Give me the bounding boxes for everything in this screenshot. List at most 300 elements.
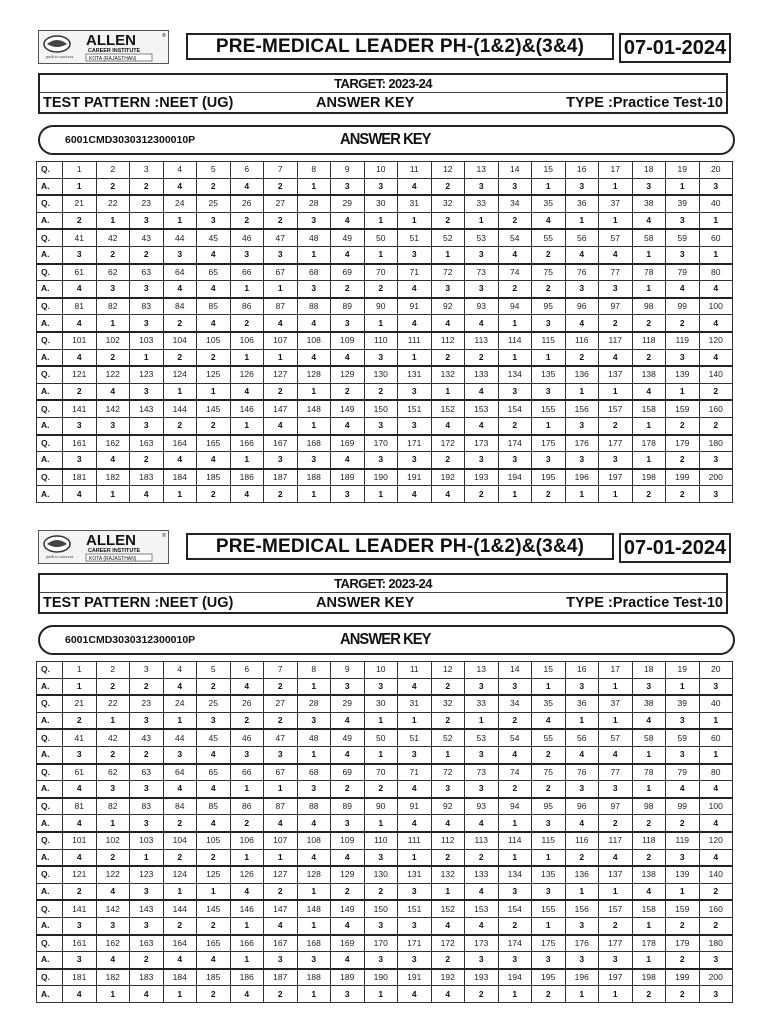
question-number: 47 [264,729,298,746]
question-number: 62 [96,764,130,781]
question-number: 174 [498,935,532,952]
answer-value: 3 [465,746,499,763]
question-number: 142 [96,900,130,917]
answer-value: 3 [498,952,532,969]
answer-value: 2 [364,383,398,400]
question-number: 133 [465,866,499,883]
question-number: 155 [532,900,566,917]
answer-value: 3 [465,952,499,969]
answer-value: 3 [498,178,532,195]
question-number: 65 [197,264,231,281]
answer-value: 2 [498,281,532,298]
answer-value: 2 [230,212,264,229]
answer-value: 1 [230,452,264,469]
answer-value: 3 [532,452,566,469]
question-number: 6 [230,162,264,179]
question-number: 17 [599,162,633,179]
question-row-label: Q. [37,695,63,712]
question-number: 99 [666,298,700,315]
answer-value: 4 [163,781,197,798]
question-row-label: Q. [37,162,63,179]
answer-value: 2 [431,849,465,866]
question-number: 48 [297,729,331,746]
test-date: 07-01-2024 [619,33,731,63]
answer-value: 3 [699,678,733,695]
answer-value: 4 [197,746,231,763]
question-number: 16 [565,162,599,179]
answer-value: 2 [666,952,700,969]
question-number: 36 [565,695,599,712]
answer-value: 4 [331,712,365,729]
question-number: 187 [264,969,298,986]
question-number: 101 [63,832,97,849]
answer-value: 3 [364,917,398,934]
question-number: 192 [431,469,465,486]
question-number: 197 [599,969,633,986]
answer-value: 4 [331,417,365,434]
question-number: 184 [163,469,197,486]
question-number: 54 [498,229,532,246]
answer-value: 2 [599,417,633,434]
question-number: 35 [532,195,566,212]
question-number: 183 [130,469,164,486]
question-number: 122 [96,866,130,883]
question-number: 55 [532,729,566,746]
question-number: 41 [63,229,97,246]
answer-row-label: A. [37,849,63,866]
question-number: 44 [163,229,197,246]
answer-row-label: A. [37,349,63,366]
answer-value: 3 [63,952,97,969]
answer-value: 4 [398,178,432,195]
question-number: 10 [364,162,398,179]
question-number: 124 [163,866,197,883]
question-number: 104 [163,832,197,849]
answer-value: 4 [398,781,432,798]
question-number: 17 [599,662,633,679]
question-number: 150 [364,900,398,917]
question-number: 30 [364,195,398,212]
answer-value: 4 [398,815,432,832]
answer-value: 4 [599,246,633,263]
question-number: 149 [331,900,365,917]
answer-value: 1 [599,486,633,503]
answer-value: 1 [96,815,130,832]
answer-value: 2 [632,849,666,866]
answer-value: 4 [465,883,499,900]
question-number: 118 [632,332,666,349]
answer-value: 2 [666,452,700,469]
answer-value: 2 [699,917,733,934]
question-number: 152 [431,900,465,917]
answer-value: 3 [465,678,499,695]
test-title: PRE-MEDICAL LEADER PH-(1&2)&(3&4) [186,533,614,560]
question-number: 192 [431,969,465,986]
logo-tagline: path to success [46,554,74,559]
answer-value: 1 [63,178,97,195]
answer-value: 2 [699,883,733,900]
answer-value: 3 [364,952,398,969]
answer-value: 3 [532,815,566,832]
question-number: 2 [96,662,130,679]
answer-value: 2 [465,849,499,866]
answer-value: 4 [465,917,499,934]
question-number: 43 [130,729,164,746]
answer-value: 1 [565,383,599,400]
answer-value: 3 [63,746,97,763]
question-number: 74 [498,764,532,781]
question-number: 123 [130,366,164,383]
question-number: 191 [398,969,432,986]
answer-value: 1 [632,452,666,469]
answer-value: 3 [130,212,164,229]
answer-row [37,281,733,298]
answer-table [36,661,733,1003]
answer-value: 1 [364,815,398,832]
answer-value: 3 [398,746,432,763]
answer-value: 3 [130,315,164,332]
question-number: 19 [666,162,700,179]
answer-value: 4 [163,281,197,298]
question-number: 199 [666,969,700,986]
question-number: 195 [532,969,566,986]
answer-value: 1 [565,212,599,229]
answer-value: 1 [130,849,164,866]
answer-value: 2 [163,917,197,934]
answer-value: 3 [197,212,231,229]
answer-value: 3 [264,952,298,969]
question-number: 125 [197,866,231,883]
question-number: 160 [699,400,733,417]
question-number: 8 [297,162,331,179]
answer-value: 3 [63,417,97,434]
question-row [37,969,733,986]
question-row [37,798,733,815]
answer-row [37,383,733,400]
question-number: 79 [666,764,700,781]
answer-value: 3 [532,952,566,969]
question-number: 149 [331,400,365,417]
answer-value: 3 [130,712,164,729]
question-number: 134 [498,366,532,383]
question-number: 98 [632,798,666,815]
answer-value: 2 [264,712,298,729]
question-number: 198 [632,969,666,986]
answer-value: 1 [632,417,666,434]
question-number: 45 [197,729,231,746]
answer-value: 3 [331,315,365,332]
question-number: 36 [565,195,599,212]
question-number: 120 [699,332,733,349]
answer-value: 4 [197,281,231,298]
answer-value: 1 [666,883,700,900]
question-number: 58 [632,229,666,246]
test-type: TYPE :Practice Test-10 [566,95,723,111]
answer-value: 3 [498,678,532,695]
question-number: 136 [565,366,599,383]
answer-value: 1 [297,417,331,434]
question-number: 1 [63,162,97,179]
question-number: 78 [632,264,666,281]
answer-value: 2 [163,815,197,832]
answer-value: 4 [63,486,97,503]
answer-value: 1 [264,849,298,866]
answer-value: 1 [565,883,599,900]
answer-value: 3 [130,281,164,298]
question-number: 121 [63,366,97,383]
question-number: 39 [666,195,700,212]
answer-value: 4 [398,281,432,298]
answer-value: 2 [63,383,97,400]
question-number: 87 [264,798,298,815]
question-number: 33 [465,195,499,212]
question-number: 167 [264,435,298,452]
question-number: 175 [532,435,566,452]
answer-value: 3 [532,883,566,900]
question-number: 194 [498,469,532,486]
question-number: 86 [230,298,264,315]
question-number: 184 [163,969,197,986]
question-number: 12 [431,162,465,179]
question-number: 156 [565,900,599,917]
question-row-label: Q. [37,798,63,815]
answer-value: 2 [532,281,566,298]
answer-value: 4 [431,417,465,434]
answer-value: 4 [130,486,164,503]
question-number: 62 [96,264,130,281]
answer-value: 4 [163,178,197,195]
answer-value: 1 [465,712,499,729]
question-number: 93 [465,798,499,815]
question-row-label: Q. [37,969,63,986]
answer-row [37,781,733,798]
answer-key-label: ANSWER KEY [316,595,415,611]
answer-key-label: ANSWER KEY [316,95,415,111]
answer-value: 1 [364,212,398,229]
answer-value: 3 [264,452,298,469]
question-number: 185 [197,969,231,986]
question-number: 183 [130,969,164,986]
question-row-label: Q. [37,366,63,383]
answer-value: 2 [130,678,164,695]
answer-row-label: A. [37,712,63,729]
answer-value: 2 [532,246,566,263]
question-row [37,764,733,781]
question-number: 130 [364,866,398,883]
answer-value: 1 [465,212,499,229]
question-number: 112 [431,832,465,849]
question-number: 28 [297,695,331,712]
paper-code: 6001CMD3030312300010P [65,634,196,646]
question-number: 119 [666,832,700,849]
question-number: 57 [599,729,633,746]
answer-value: 2 [163,315,197,332]
answer-value: 3 [666,246,700,263]
answer-value: 1 [230,281,264,298]
question-number: 138 [632,866,666,883]
question-number: 51 [398,729,432,746]
question-number: 91 [398,798,432,815]
answer-value: 4 [230,383,264,400]
answer-value: 2 [96,178,130,195]
question-number: 108 [297,832,331,849]
question-number: 37 [599,695,633,712]
question-row-label: Q. [37,935,63,952]
question-number: 71 [398,264,432,281]
question-number: 2 [96,162,130,179]
answer-value: 4 [431,315,465,332]
question-number: 166 [230,435,264,452]
question-number: 31 [398,195,432,212]
question-number: 93 [465,298,499,315]
answer-value: 3 [699,986,733,1003]
answer-value: 3 [398,417,432,434]
question-number: 138 [632,366,666,383]
logo-city: KOTA (RAJASTHAN) [89,556,137,562]
answer-value: 3 [465,452,499,469]
answer-value: 2 [264,486,298,503]
answer-value: 2 [565,849,599,866]
question-number: 129 [331,366,365,383]
answer-row-label: A. [37,986,63,1003]
question-number: 32 [431,695,465,712]
answer-value: 2 [63,212,97,229]
answer-value: 3 [398,246,432,263]
answer-row-label: A. [37,746,63,763]
answer-value: 1 [565,486,599,503]
question-number: 189 [331,969,365,986]
answer-value: 2 [264,383,298,400]
answer-value: 3 [699,178,733,195]
question-number: 153 [465,400,499,417]
answer-value: 4 [63,815,97,832]
question-number: 24 [163,695,197,712]
question-number: 182 [96,469,130,486]
question-number: 19 [666,662,700,679]
answer-value: 2 [431,212,465,229]
answer-value: 2 [699,383,733,400]
question-number: 35 [532,695,566,712]
question-row-label: Q. [37,866,63,883]
question-number: 177 [599,935,633,952]
question-number: 152 [431,400,465,417]
question-number: 64 [163,764,197,781]
answer-value: 2 [197,917,231,934]
question-number: 31 [398,695,432,712]
question-number: 159 [666,900,700,917]
answer-value: 4 [565,246,599,263]
answer-value: 2 [498,417,532,434]
question-number: 80 [699,764,733,781]
answer-value: 1 [431,246,465,263]
test-pattern: TEST PATTERN :NEET (UG) [43,95,234,111]
answer-value: 1 [297,917,331,934]
answer-value: 1 [498,849,532,866]
answer-row [37,212,733,229]
answer-value: 4 [230,883,264,900]
question-number: 145 [197,400,231,417]
answer-value: 4 [465,383,499,400]
question-number: 85 [197,298,231,315]
question-number: 127 [264,866,298,883]
answer-value: 1 [565,986,599,1003]
question-number: 58 [632,729,666,746]
answer-value: 3 [565,452,599,469]
question-number: 51 [398,229,432,246]
answer-value: 4 [431,815,465,832]
answer-value: 4 [331,917,365,934]
question-number: 29 [331,695,365,712]
answer-value: 2 [264,178,298,195]
answer-value: 2 [264,678,298,695]
answer-value: 1 [230,849,264,866]
question-number: 78 [632,764,666,781]
question-number: 40 [699,695,733,712]
answer-value: 1 [532,917,566,934]
question-number: 63 [130,264,164,281]
answer-row [37,678,733,695]
logo-wordmark: ALLEN [86,32,136,49]
answer-value: 2 [431,349,465,366]
question-number: 147 [264,900,298,917]
answer-value: 3 [163,746,197,763]
answer-value: 1 [230,917,264,934]
answer-value: 4 [431,486,465,503]
question-number: 131 [398,366,432,383]
question-number: 55 [532,229,566,246]
question-number: 165 [197,435,231,452]
answer-key-heading: ANSWER KEY [340,631,431,648]
answer-value: 2 [63,883,97,900]
question-number: 134 [498,866,532,883]
answer-value: 2 [96,849,130,866]
answer-value: 1 [532,417,566,434]
answer-row [37,486,733,503]
question-number: 53 [465,729,499,746]
question-number: 193 [465,469,499,486]
answer-value: 1 [163,383,197,400]
question-number: 105 [197,832,231,849]
answer-value: 3 [297,781,331,798]
question-number: 200 [699,969,733,986]
question-number: 52 [431,729,465,746]
answer-value: 2 [96,746,130,763]
question-number: 188 [297,969,331,986]
answer-value: 2 [498,212,532,229]
answer-value: 4 [699,781,733,798]
answer-value: 1 [599,212,633,229]
answer-value: 3 [666,349,700,366]
answer-row-label: A. [37,781,63,798]
question-number: 23 [130,195,164,212]
answer-value: 1 [96,486,130,503]
question-number: 22 [96,195,130,212]
question-number: 172 [431,935,465,952]
answer-value: 2 [431,452,465,469]
question-number: 181 [63,969,97,986]
question-number: 99 [666,798,700,815]
question-number: 96 [565,798,599,815]
question-number: 41 [63,729,97,746]
answer-value: 3 [297,212,331,229]
question-number: 1 [63,662,97,679]
answer-value: 1 [297,383,331,400]
answer-key-heading: ANSWER KEY [340,131,431,148]
answer-value: 3 [130,417,164,434]
question-number: 117 [599,832,633,849]
question-number: 113 [465,332,499,349]
answer-value: 2 [96,678,130,695]
